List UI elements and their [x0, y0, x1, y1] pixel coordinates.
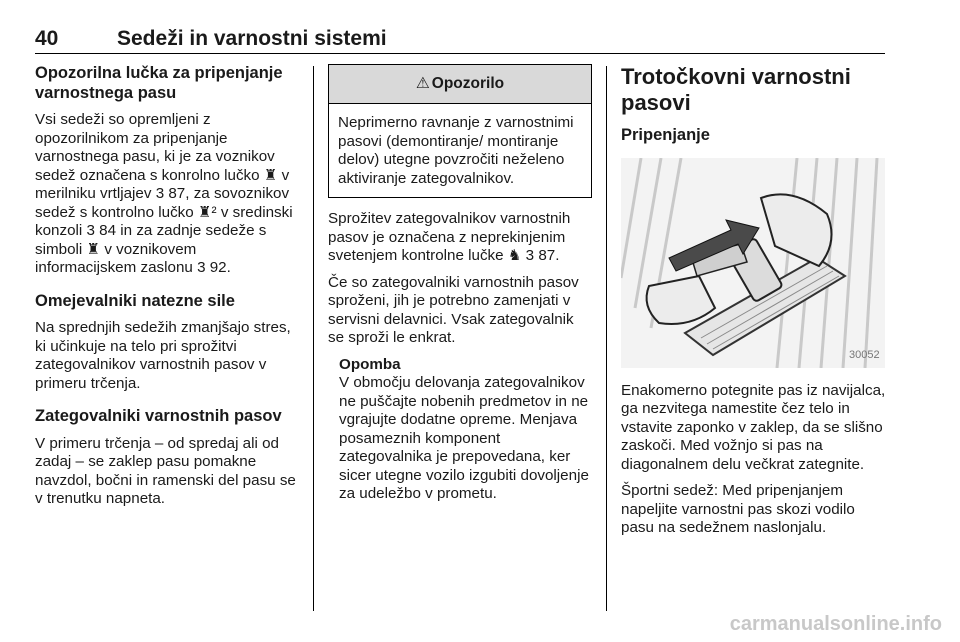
paragraph-pretensioner-indicator: Sprožitev zategovalnikov varnostnih pasov je označena z neprekinjenim svetenjem kontrolne lučke ♞ 3 87. [328, 210, 571, 264]
page-number: 40 [35, 27, 59, 50]
watermark: carmanualsonline.info [729, 613, 942, 635]
paragraph-sport-seat: Športni sedež: Med pripenjanjem napeljite varnostni pas skozi vodilo pasu na sedežnem naslonjalu. [621, 482, 855, 536]
paragraph-pretensioner-replacement: Če so zategovalniki varnostnih pasov sproženi, jih je potrebno zamenjati v servisni delavnici. Vsak zategovalnik se sproži le enkrat. [328, 273, 579, 346]
heading-seatbelt-reminder: Opozorilna lučka za pripenjanje varnostnega pasu [35, 64, 283, 102]
paragraph-fastening-instructions: Enakomerno potegnite pas iz navijalca, ga nezvitega namestite čez telo in vstavite zaponko v zaklep, da se slišno zaskoči. Med vožnjo si pas na diagonalnem delu večkrat zategnite. [621, 381, 886, 473]
passenger-seatbelt-icon: ♜² [197, 203, 217, 221]
column-middle [328, 64, 592, 504]
column-divider [313, 66, 314, 611]
heading-pretensioners: Zategovalniki varnostnih pasov [35, 407, 282, 425]
heading-force-limiters: Omejevalniki natezne sile [35, 291, 235, 310]
column-left [35, 64, 297, 517]
page-reference-icon: 3 [155, 185, 165, 202]
page-reference-icon: 3 [197, 259, 206, 276]
page-reference-icon: 3 [86, 222, 95, 239]
page-reference-icon: 3 [525, 247, 535, 264]
warning-box [328, 64, 592, 198]
airbag-warning-icon: ♞ [507, 247, 522, 264]
section-title: Sedeži in varnostni sistemi [117, 27, 387, 50]
note-label: Opomba [339, 355, 401, 373]
paragraph-seatbelt-reminder: Vsi sedeži so opremljeni z opozorilnikom za pripenjanje varnostnega pasu, ki je za voznikov sedež označena s konrolno lučko ♜ v merilniku vrtljajev 3 87, za sovoznikov sedež s kontrolno lučko ♜² v sredinski konzoli 3 84 in za zadnje sedeže s simboli ♜ v voznikovem informacijskem zaslonu 3 92. [35, 111, 293, 276]
figure-code: 30052 [849, 348, 880, 361]
warning-body: Neprimerno ravnanje z varnostnimi pasovi (demontiranje/ montiranje delov) utegne povzročiti neželeno aktiviranje zategovalnikov. [338, 114, 574, 187]
note-block [339, 356, 592, 504]
heading-fastening: Pripenjanje [621, 126, 710, 144]
page-header [35, 27, 885, 54]
seatbelt-icon: ♜ [86, 240, 101, 258]
paragraph-pretensioners: V primeru trčenja – od spredaj ali od zadaj – se zaklep pasu pomakne navzdol, bočni in ramenski del pasu se v trenutku napneta. [35, 434, 296, 507]
heading-three-point-belts: Trotočkovni varnostni pasovi [621, 64, 851, 115]
column-divider [606, 66, 607, 611]
warning-title: Opozorilo [431, 74, 505, 92]
paragraph-force-limiters: Na sprednjih sedežih zmanjšajo stres, ki učinkuje na telo pri sprožitvi zategovalnikov varnostnih pasov v primeru trčenja. [35, 319, 291, 392]
column-right [621, 64, 891, 546]
seatbelt-fastening-illustration [621, 158, 885, 368]
warning-header [329, 65, 591, 104]
note-body: V območju delovanja zategovalnikov ne puščajte nobenih predmetov in ne vgrajujte dodatne opreme. Menjava posameznih komponent zategovalnika je prepovedana, ker sicer utegne vozilo izgubiti dovoljenje za udeležbo v prometu. [339, 374, 589, 502]
warning-triangle-icon: ⚠ [415, 74, 430, 92]
seatbelt-icon: ♜ [263, 166, 278, 184]
